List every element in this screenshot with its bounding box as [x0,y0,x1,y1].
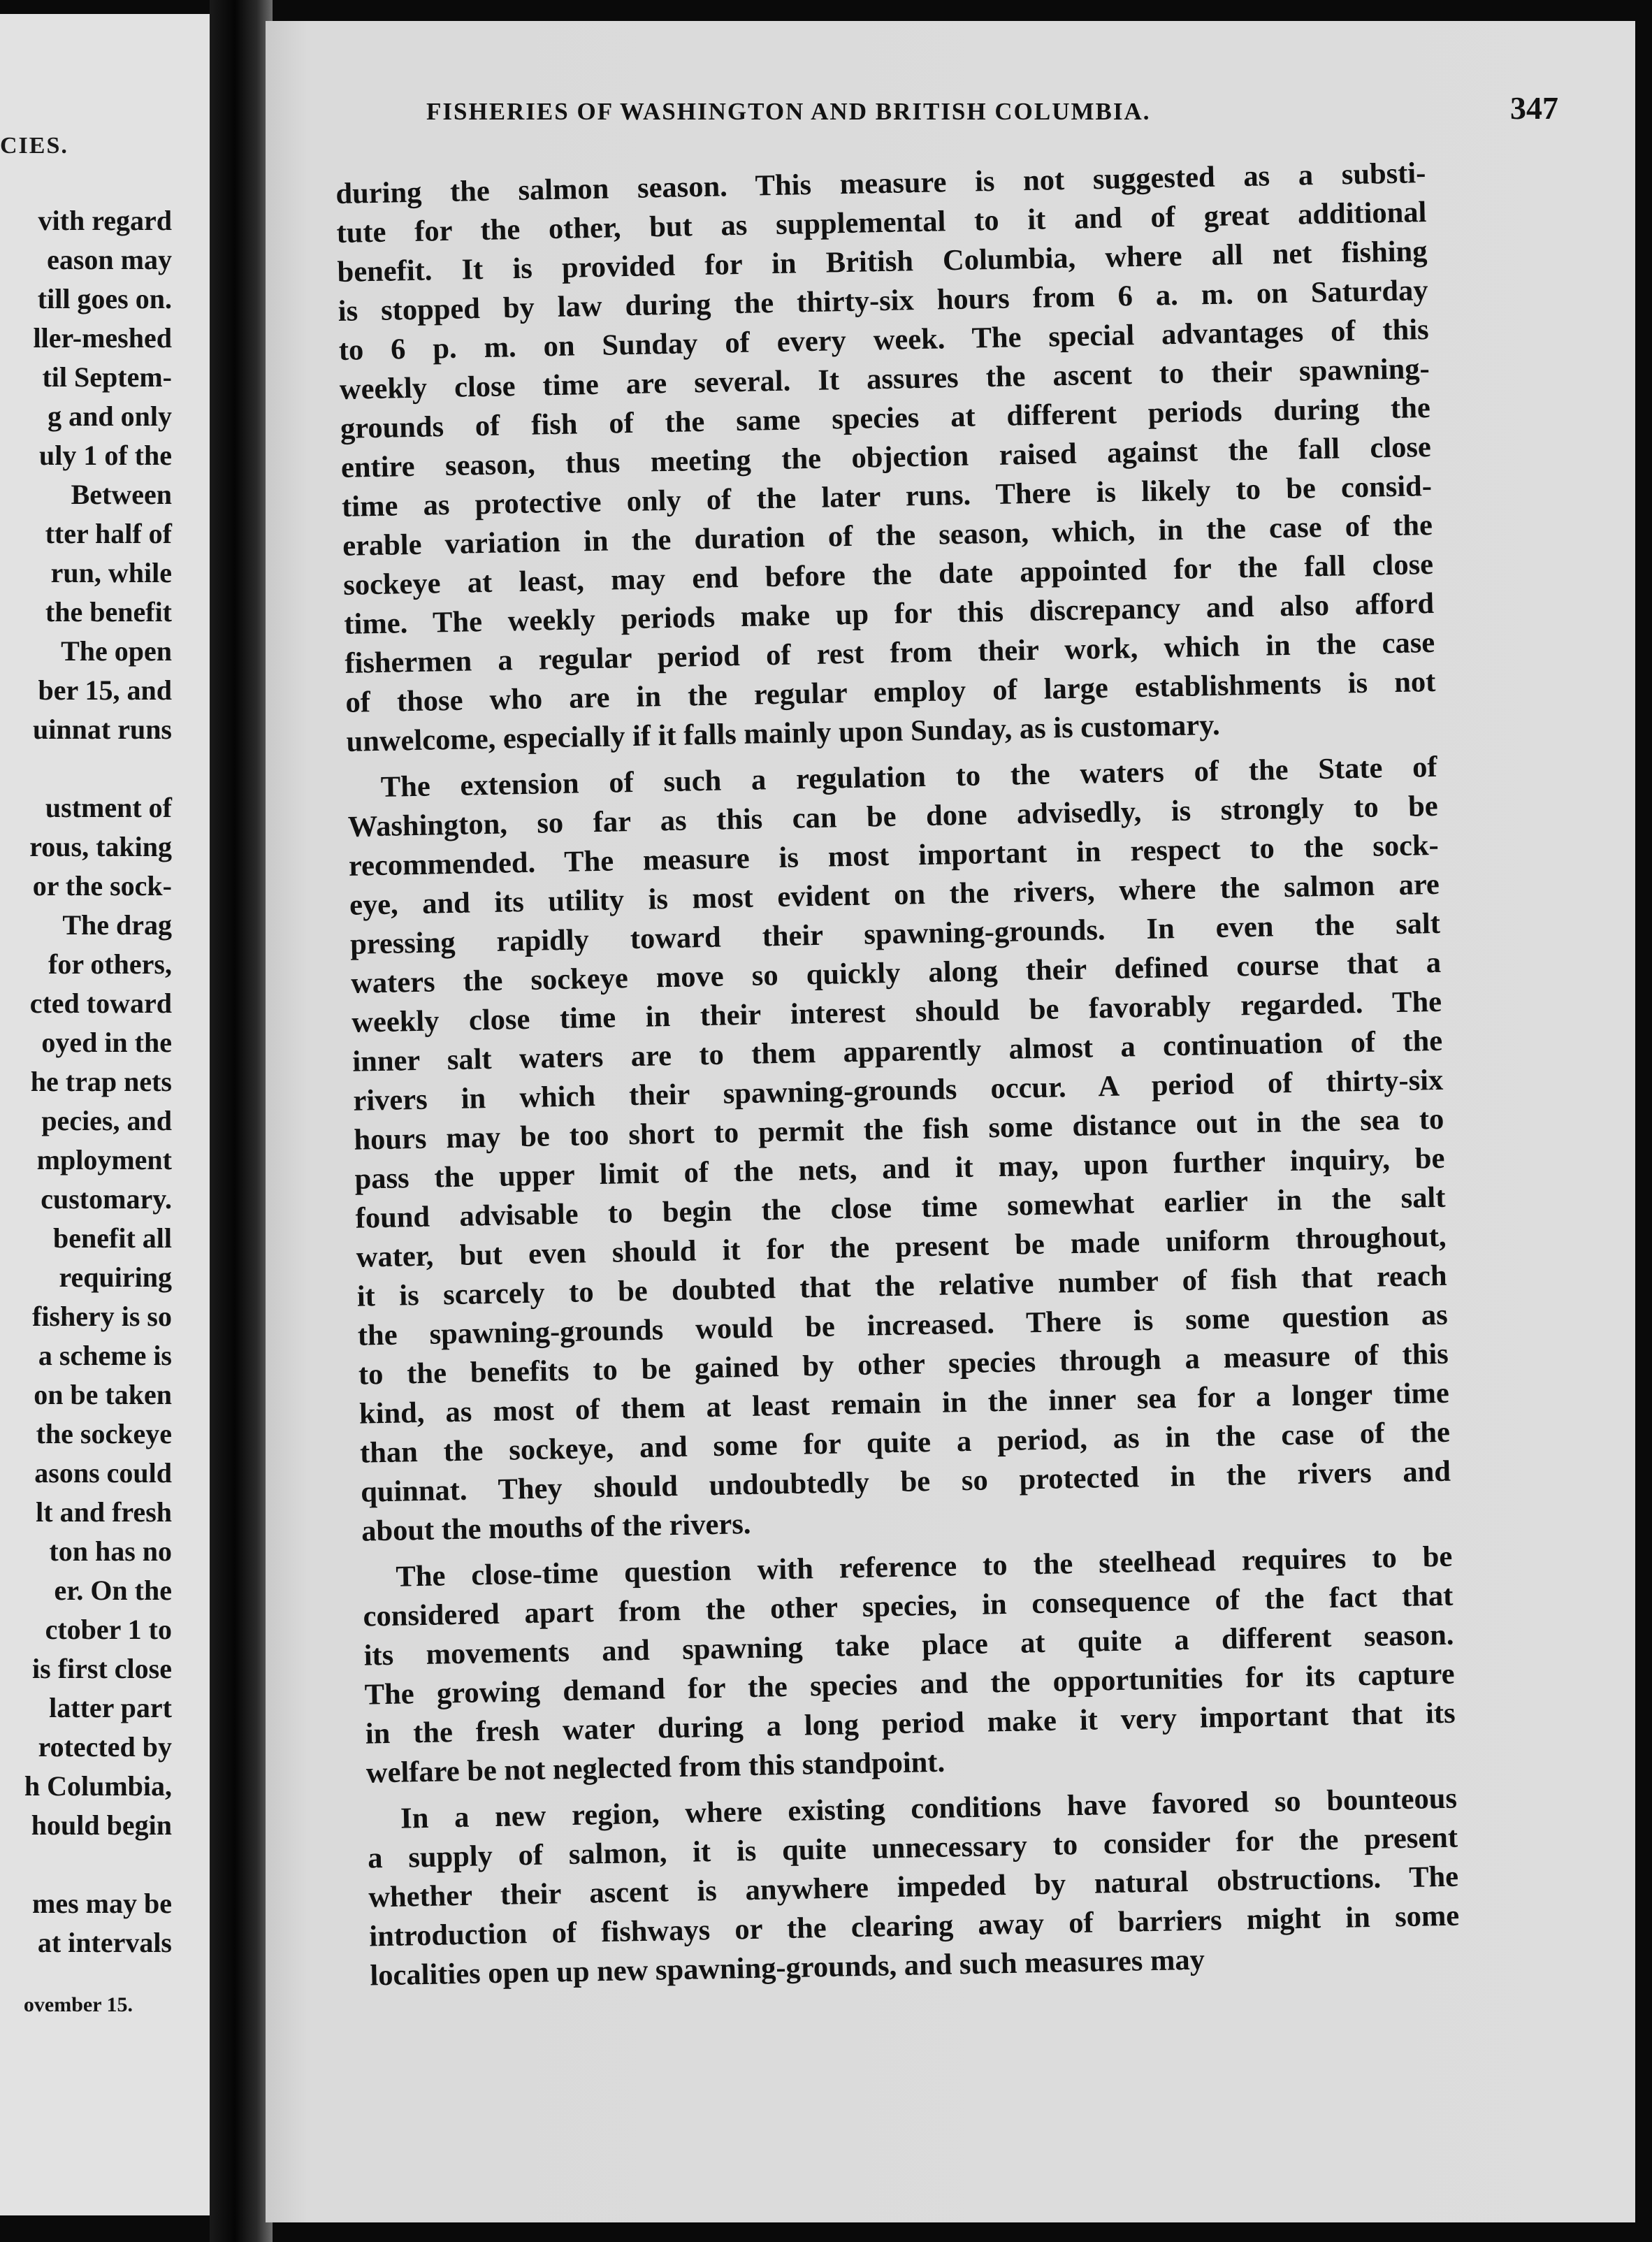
text-line: Washington, so far as this can be done advisedly, is strongly to be [347,789,1439,844]
text-line: whether their ascent is anywhere impeded by natural obstructions. The [368,1860,1459,1914]
text-line: weekly close time in their interest should be favorably regarded. The [351,985,1442,1039]
previous-page-line: till goes on. [37,283,172,314]
page-number: 347 [1510,90,1558,126]
previous-page-line: cted toward [29,988,172,1019]
previous-page-line: he trap nets [30,1066,172,1097]
running-head [426,90,1558,126]
previous-page-line: uly 1 of the [39,440,172,471]
previous-page-line: ller-meshed [33,322,172,354]
text-line: than the sockeye, and some for quite a period, as in the case of the [359,1415,1451,1470]
text-line: of those who are in the regular employ of large establishments is not [345,665,1436,719]
text-line: The close-time question with reference to the steelhead requires to be [396,1540,1453,1593]
previous-page-line: the sockeye [36,1418,172,1449]
previous-page-line: The open [61,635,172,667]
previous-page-line: hould begin [31,1809,172,1841]
text-line: inner salt waters are to them apparently almost a continuation of the [352,1024,1443,1078]
previous-page-line: oyed in the [41,1027,172,1058]
text-line: it is scarcely to be doubted that the relative number of fish that reach [356,1259,1447,1313]
previous-page-line: pecies, and [41,1105,172,1136]
previous-page-line: on be taken [34,1379,172,1410]
text-line: found advisable to begin the close time somewhat earlier in the salt [355,1180,1446,1235]
text-line: in the fresh water during a long period make it very important that its [365,1696,1456,1751]
text-line: sockeye at least, may end before the date appointed for the fall close [342,547,1434,602]
previous-page-line: a scheme is [38,1340,172,1371]
text-line: weekly close time are several. It assures the ascent to their spawning- [339,352,1430,406]
text-line: about the mouths of the rivers. [361,1507,751,1548]
text-line: water, but even should it for the present be made uniform throughout, [356,1220,1447,1274]
previous-page-line: ctober 1 to [45,1614,172,1645]
text-line: benefit. It is provided for in British Columbia, where all net fishing [337,235,1428,289]
text-line: waters the sockeye move so quickly along their defined course that a [350,946,1442,1000]
text-line: considered apart from the other species, in consequence of the fact that [363,1579,1454,1633]
previous-page-line: g and only [48,400,172,432]
previous-page-line: er. On the [54,1575,172,1606]
text-line: hours may be too short to permit the fish some distance out in the sea to [354,1102,1444,1157]
previous-page-line: tter half of [45,518,172,549]
body-text [335,154,1461,1995]
previous-page-line: the benefit [45,596,172,628]
text-line: recommended. The measure is most important in respect to the sock- [348,828,1440,883]
text-line: during the salmon season. This measure is not suggested as a substi- [335,157,1426,210]
previous-page-line: run, while [50,557,172,588]
previous-page-line: is first close [32,1653,172,1684]
previous-page-line: for others, [48,948,172,980]
previous-page-line: Between [71,479,172,510]
text-line: its movements and spawning take place at quite a different season. [363,1618,1454,1672]
text-line: erable variation in the duration of the season, which, in the case of the [342,508,1433,563]
text-line: time. The weekly periods make up for this discrepancy and also afford [343,586,1435,641]
previous-page-running-head: CIES. [0,133,68,159]
previous-page-line: lt and fresh [36,1496,172,1528]
text-line: grounds of fish of the same species at different periods during the [340,391,1431,445]
text-line: to the benefits to be gained by other species through a measure of this [358,1337,1449,1391]
previous-page-line: h Columbia, [24,1770,172,1802]
previous-page-line: fishery is so [32,1301,172,1332]
text-line: pressing rapidly toward their spawning-grounds. In even the salt [349,906,1441,961]
text-line: the spawning-grounds would be increased. There is some question as [357,1298,1449,1352]
previous-page-footnote: ovember 15. [23,1993,133,2016]
paragraph [362,1538,1456,1793]
previous-page-line: rotected by [38,1731,172,1763]
text-line: eye, and its utility is most evident on the rivers, where the salmon are [349,867,1440,922]
previous-page-line: requiring [59,1261,172,1293]
previous-page-line: vith regard [38,205,172,236]
previous-page-line: til Septem- [42,361,172,393]
text-line: time as protective only of the later runs. There is likely to be consid- [341,469,1433,523]
text-line: quinnat. They should undoubtedly be so protected in the rivers and [360,1454,1451,1509]
text-line: The extension of such a regulation to the waters of the State of [380,750,1438,804]
previous-page-line: customary. [41,1183,172,1215]
previous-page-line: ustment of [45,792,172,823]
text-line: to 6 p. m. on Sunday of every week. The special advantages of this [338,313,1429,367]
previous-page-line: ton has no [49,1535,172,1567]
text-line: kind, as most of them at least remain in the inner sea for a longer time [358,1376,1450,1431]
text-line: unwelcome, especially if it falls mainly upon Sunday, as is customary. [346,708,1221,758]
text-line: welfare be not neglected from this standpoint. [365,1745,945,1790]
paragraph [335,154,1437,762]
previous-page-line: eason may [47,244,172,275]
text-line: In a new region, where existing conditions have favored so bounteous [400,1781,1458,1835]
text-line: localities open up new spawning-grounds, and such measures may [370,1943,1205,1993]
text-line: fishermen a regular period of rest from their work, which in the case [344,625,1435,680]
text-line: a supply of salmon, it is quite unnecessary to consider for the present [367,1821,1458,1875]
previous-page-line: mes may be [32,1888,172,1919]
previous-page-line: benefit all [53,1222,172,1254]
paragraph [347,748,1451,1552]
book-page [266,21,1635,2222]
text-line: pass the upper limit of the nets, and it may, upon further inquiry, be [354,1141,1445,1196]
previous-page-line: uinnat runs [33,714,172,745]
previous-page-line: mployment [36,1144,172,1176]
book-gutter [210,0,273,2242]
previous-page-line: or the sock- [32,870,172,902]
previous-page-strip [0,14,210,2215]
paragraph-gap [24,749,172,788]
running-head-title: FISHERIES OF WASHINGTON AND BRITISH COLUMBIA. [426,98,1151,125]
previous-page-line: The drag [62,909,172,941]
text-line: is stopped by law during the thirty-six hours from 6 a. m. on Saturday [338,274,1428,328]
text-line: introduction of fishways or the clearing away of barriers might in some [368,1899,1460,1953]
paragraph-gap [24,1845,172,1884]
text-line: rivers in which their spawning-grounds occur. A period of thirty-six [352,1063,1444,1118]
text-line: entire season, thus meeting the objection raised against the fall close [340,430,1432,484]
previous-page-line: asons could [34,1457,172,1489]
previous-page-line: at intervals [37,1927,172,1958]
text-line: The growing demand for the species and the opportunities for its capture [364,1657,1455,1712]
paragraph [367,1779,1461,1996]
previous-page-line: ber 15, and [38,674,172,706]
text-line: tute for the other, but as supplemental to it and of great additional [336,196,1427,249]
previous-page-text [24,201,172,1962]
previous-page-line: rous, taking [29,831,172,862]
previous-page-line: latter part [49,1692,172,1723]
